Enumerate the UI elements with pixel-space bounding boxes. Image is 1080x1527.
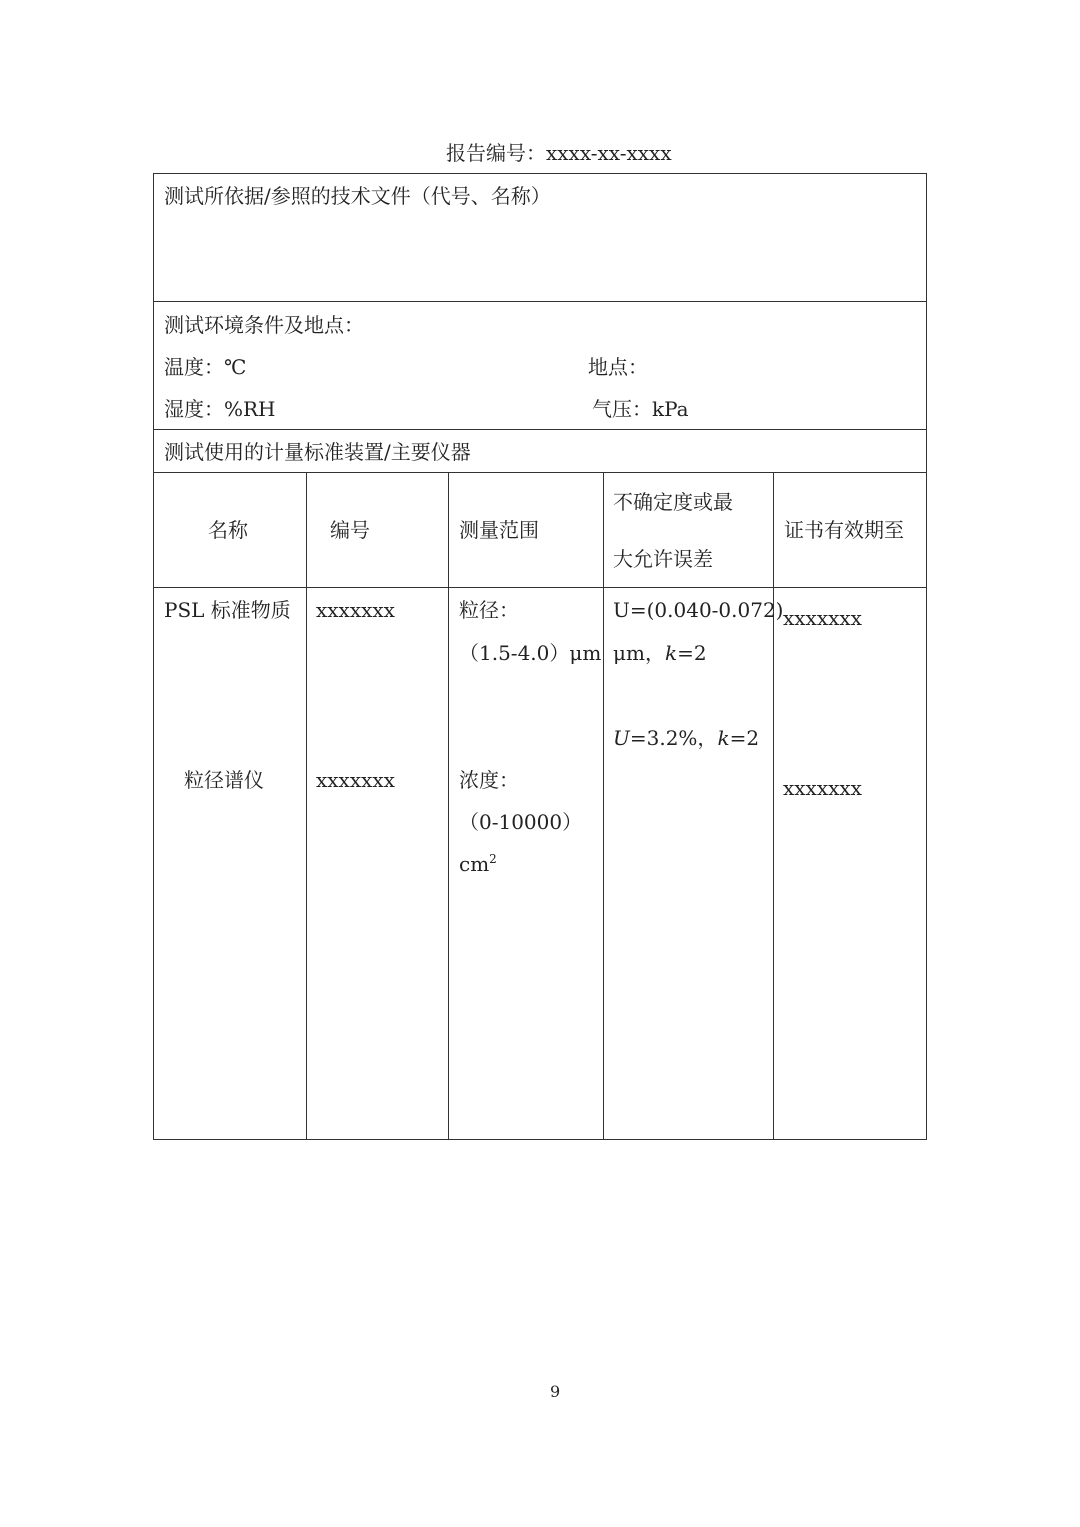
- table-divider: [153, 587, 927, 588]
- header-validity: 证书有效期至: [784, 518, 904, 542]
- table-border-top: [153, 173, 927, 174]
- row1-name: PSL 标准物质: [164, 598, 291, 622]
- header-name: 名称: [208, 518, 248, 542]
- row1-validity: xxxxxxx: [783, 606, 862, 630]
- instruments-title: 测试使用的计量标准装置/主要仪器: [164, 440, 471, 464]
- humidity-field: 湿度：%RH: [164, 397, 276, 421]
- basis-label: 测试所依据/参照的技术文件（代号、名称）: [164, 184, 551, 208]
- location-field: 地点：: [588, 355, 648, 379]
- page-number: 9: [550, 1382, 561, 1401]
- table-divider: [153, 472, 927, 473]
- table-divider: [153, 301, 927, 302]
- header-uncertainty-line2: 大允许误差: [613, 547, 713, 571]
- header-range: 测量范围: [459, 518, 539, 542]
- header-number: 编号: [330, 518, 370, 542]
- column-divider: [306, 472, 307, 1140]
- header-uncertainty-line1: 不确定度或最: [613, 490, 733, 514]
- table-border-left: [153, 173, 154, 1140]
- report-number-label: 报告编号：: [446, 141, 546, 165]
- row1-k-value: =2: [677, 641, 707, 665]
- row2-range-value: （0-10000）: [459, 810, 583, 834]
- row2-validity: xxxxxxx: [783, 776, 862, 800]
- row2-range-label: 浓度：: [459, 768, 519, 792]
- row2-number: xxxxxxx: [316, 768, 395, 792]
- row1-uncertainty-line1: U=(0.040-0.072): [613, 598, 784, 622]
- row2-name: 粒径谱仪: [184, 768, 264, 792]
- table-divider: [153, 429, 927, 430]
- row2-u-value: =3.2%，: [629, 726, 718, 750]
- pressure-field: 气压：kPa: [592, 397, 689, 421]
- row2-uncertainty: [613, 726, 759, 750]
- row2-k-value: =2: [729, 726, 760, 750]
- row1-range-label: 粒径：: [459, 598, 519, 622]
- environment-label: 测试环境条件及地点：: [164, 313, 364, 337]
- column-divider: [773, 472, 774, 1140]
- table-border-right: [926, 173, 927, 1140]
- row1-uncertainty-line2: [613, 641, 707, 665]
- table-border-bottom: [153, 1139, 927, 1140]
- temperature-field: 温度：℃: [164, 355, 247, 379]
- row2-k-symbol: k: [717, 726, 730, 750]
- row2-unit: cm: [459, 852, 490, 876]
- report-number-line: [446, 141, 672, 165]
- report-number-value: xxxx-xx-xxxx: [546, 141, 672, 165]
- row1-number: xxxxxxx: [316, 598, 395, 622]
- row2-range-unit: [459, 852, 497, 876]
- row1-k-symbol: k: [664, 641, 678, 665]
- row2-u-symbol: U: [613, 726, 630, 750]
- row2-unit-exponent: 2: [489, 852, 497, 866]
- row1-range-value: （1.5-4.0）μm: [459, 641, 602, 665]
- row1-uncertainty-unit: μm，: [613, 641, 665, 665]
- column-divider: [448, 472, 449, 1140]
- column-divider: [603, 472, 604, 1140]
